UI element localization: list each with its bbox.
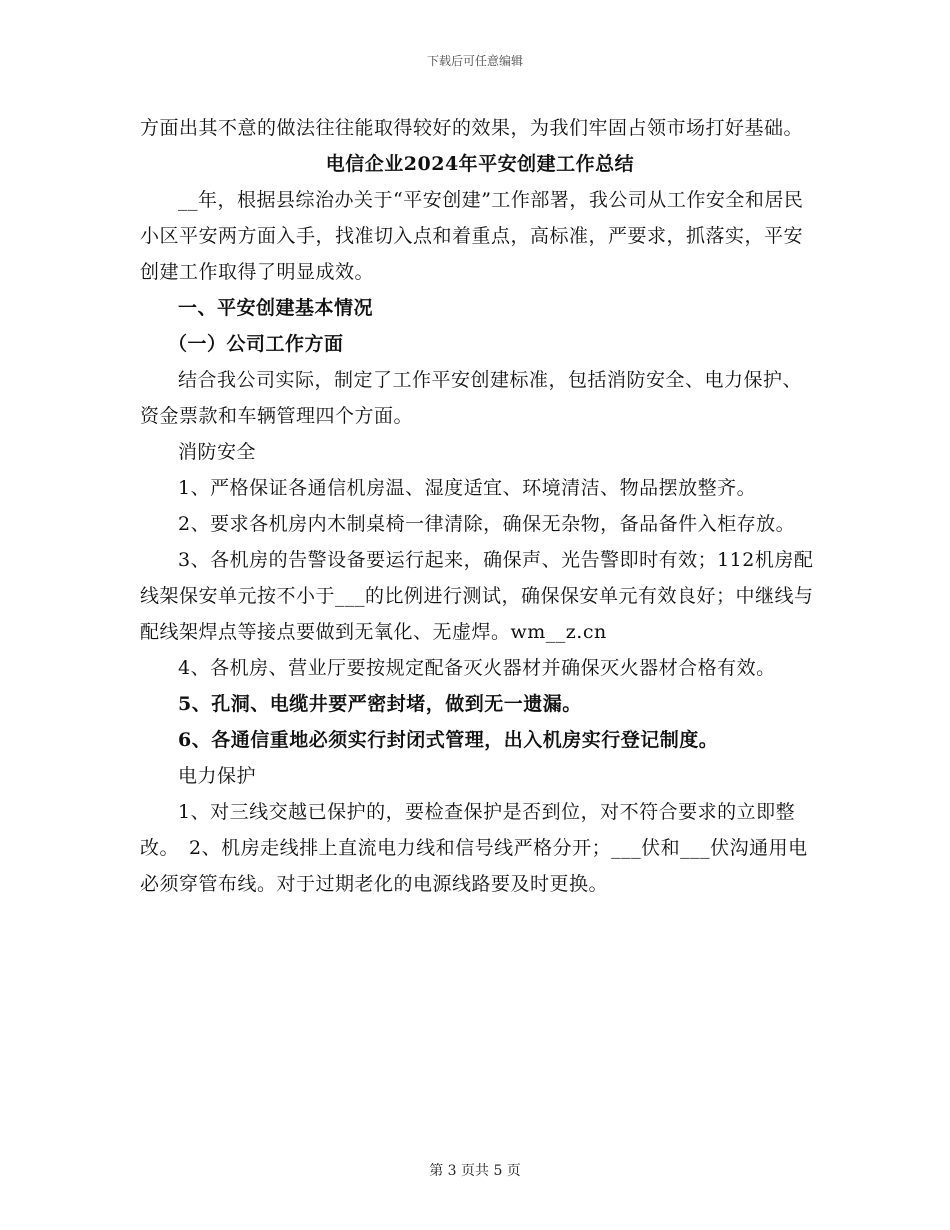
list-item: 5、孔洞、电缆井要严密封堵，做到无一遗漏。: [178, 693, 582, 715]
page-footer: 第 3 页共 5 页: [429, 1163, 521, 1179]
list-item: 3、各机房的告警设备要运行起来，确保声、光告警即时有效；112机房配线架保安单元按不小于___的比例进行测试，确保保安单元有效良好；中继线与配线架焊点等接点要做到无氧化、无虚焊。wm__z.cn: [140, 549, 814, 643]
list-item: 2、要求各机房内木制桌椅一律清除，确保无杂物，备品备件入柜存放。: [178, 513, 796, 535]
list-item: 4、各机房、营业厅要按规定配备灭火器材并确保灭火器材合格有效。: [178, 657, 776, 679]
list-item: 1、严格保证各通信机房温、湿度适宜、环境清洁、物品摆放整齐。: [178, 477, 757, 499]
section-heading: 一、平安创建基本情况: [178, 297, 374, 319]
category-label-power-protection: 电力保护: [178, 765, 257, 787]
document-title: 电信企业2024年平安创建工作总结: [325, 153, 635, 175]
document-body: [140, 110, 820, 902]
subsection-heading: （一）公司工作方面: [168, 333, 344, 355]
page-header: 下载后可任意编辑: [426, 54, 523, 68]
list-item: 1、对三线交越已保护的，要检查保护是否到位，对不符合要求的立即整改。 2、机房走线排上直流电力线和信号线严格分开；___伏和___伏沟通用电必须穿管布线。对于过期老化的电源线路要及时更换。: [140, 801, 808, 895]
list-item: 6、各通信重地必须实行封闭式管理，出入机房实行登记制度。: [178, 729, 719, 751]
category-label-fire-safety: 消防安全: [178, 441, 257, 463]
paragraph-continuation: 方面出其不意的做法往往能取得较好的效果，为我们牢固占领市场打好基础。: [140, 117, 804, 139]
paragraph-intro: __年，根据县综治办关于“平安创建”工作部署，我公司从工作安全和居民小区平安两方面入手，找准切入点和着重点，高标准，严要求，抓落实，平安创建工作取得了明显成效。: [140, 189, 804, 283]
paragraph-standards: 结合我公司实际，制定了工作平安创建标准，包括消防安全、电力保护、资金票款和车辆管理四个方面。: [140, 369, 803, 427]
